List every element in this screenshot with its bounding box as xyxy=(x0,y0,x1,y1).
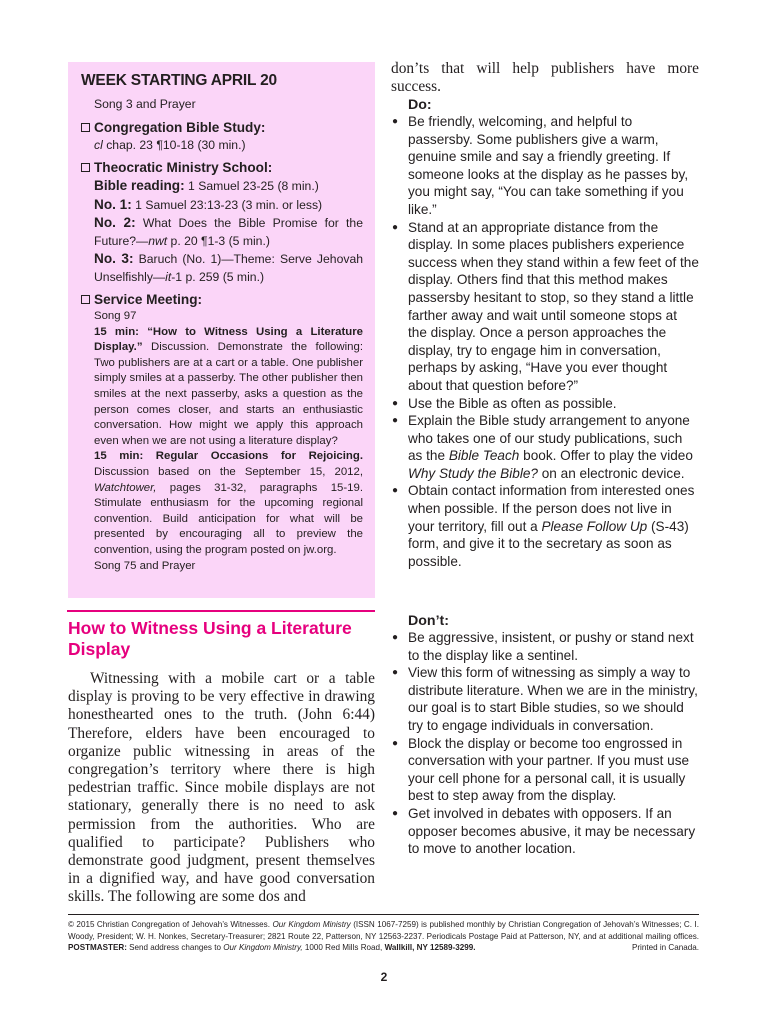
list-item: ● Stand at an appropriate distance from the display. In some places publishers experience success when they stand within a few feet of the display. Others find that this method makes passersby hesitant to stop, so they stand a little farther away and wait until someone stops at the display. Once a person approaches the display, try to engage him in conversation, perhaps by asking, “Have you ever thought about that question before?” xyxy=(392,219,699,393)
list-item: ● Get involved in debates with opposers. If an opposer becomes abusive, it may be necessary to move to another location. xyxy=(392,805,696,857)
bullet-icon: ● xyxy=(392,737,399,749)
bullet-icon: ● xyxy=(392,667,399,679)
article-intro-paragraph: Witnessing with a mobile cart or a table display is proving to be very effective in drawing honesthearted ones to the truth. (John 6:44) Therefore, elders have been encouraged to organize public witnessing in areas of the congregation’s territory where there is high pedestrian traffic. Since mobile displays are not stationary, generally there is no need to ask permission from the authorities. Who are qualified to participate? Publishers who demonstrate good judgment, present themselves in a dignified way, and have good conversation skills. The following are some dos and xyxy=(68,670,375,906)
service-song: Song 97 xyxy=(94,310,137,322)
do-heading: Do: xyxy=(408,97,432,113)
footer-rule xyxy=(68,914,699,915)
opening-song: Song 3 and Prayer xyxy=(94,97,196,111)
tms-no2: No. 2: What Does the Bible Promise for the Future?—nwt p. 20 ¶1-3 (5 min.) xyxy=(94,215,363,248)
article-intro-continuation: don’ts that will help publishers have more success. xyxy=(391,60,699,96)
dont-list xyxy=(391,629,699,858)
checkbox-icon xyxy=(81,295,90,304)
bullet-icon: ● xyxy=(392,397,399,409)
bullet-icon: ● xyxy=(392,221,399,233)
do-section xyxy=(391,97,699,570)
list-item: ● Be aggressive, insistent, or pushy or stand next to the display like a sentinel. xyxy=(392,630,694,663)
cbs-reference: cl chap. 23 ¶10-18 (30 min.) xyxy=(94,137,246,152)
list-item: ● Obtain contact information from interested ones when possible. If the person does not live in your territory, fill out a Please Follow Up (S-43) form, and give it to the secretary as soon as possible. xyxy=(392,483,695,569)
do-list xyxy=(391,113,699,570)
closing-song: Song 75 and Prayer xyxy=(94,559,196,572)
bullet-icon: ● xyxy=(392,415,399,427)
article-title: How to Witness Using a Literature Display xyxy=(68,618,352,659)
list-item: ● Block the display or become too engrossed in conversation with your partner. If you must use your cell phone for a personal call, it is usually best to step away from the display. xyxy=(392,735,690,804)
bullet-icon: ● xyxy=(392,116,399,127)
page-number: 2 xyxy=(380,970,388,984)
article-divider xyxy=(67,610,375,612)
checkbox-icon xyxy=(81,163,90,172)
tms-heading: Theocratic Ministry School: xyxy=(81,158,363,177)
list-item: ● Use the Bible as often as possible. xyxy=(392,395,617,411)
meeting-schedule-box xyxy=(68,62,375,598)
service-item-1: 15 min: “How to Witness Using a Literature Display.” Discussion. Demonstrate the following: Two publishers are at a cart or a table. One publisher simply smiles at a passerby. The other publisher then smiles at the next passerby, asks a question as the person comes closer, and starts an enthusiastic conversation. How might we apply this approach even when we are not using a literature display? xyxy=(94,325,363,447)
publication-footer: © 2015 Christian Congregation of Jehovah’s Witnesses. Our Kingdom Ministry (ISSN 1067-7259) is published monthly by Christian Congregation of Jehovah’s Witnesses; C. I. Woody, President; W. H. Nonkes, Secretary-Treasurer; 2821 Route 22, Patterson, NY 12563-2237. Periodicals Postage Paid at Patterson, NY, and at additional mailing offices. POSTMASTER: Send address changes to Our Kingdom Ministry, 1000 Red Mills Road, Wallkill, NY 12589-3299. Printed in Canada. xyxy=(68,920,699,952)
week-title: WEEK STARTING APRIL 20 xyxy=(81,72,277,89)
service-item-2: 15 min: Regular Occasions for Rejoicing. Discussion based on the September 15, 2012, Watchtower, pages 31-32, paragraphs 15-19. Stimulate enthusiasm for the upcoming regional convention. Build anticipation for what will be presented by encouraging all to preview the convention, using the program posted on jw.org. xyxy=(94,450,363,556)
list-item: ● View this form of witnessing as simply a way to distribute literature. When we are in the ministry, our goal is to start Bible studies, so we should try to engage individuals in conversation. xyxy=(392,665,698,733)
printed-in: Printed in Canada. xyxy=(631,943,699,952)
list-item: ● Be friendly, welcoming, and helpful to passersby. Some publishers give a warm, genuine smile and say a friendly greeting. If someone looks at the display as he passes by, you might say, “You can take something if you like.” xyxy=(392,114,689,217)
bullet-icon: ● xyxy=(392,632,399,643)
dont-heading: Don’t: xyxy=(408,613,449,629)
checkbox-icon xyxy=(81,123,90,132)
tms-bible-reading: Bible reading: 1 Samuel 23-25 (8 min.) xyxy=(94,178,319,193)
tms-no1: No. 1: 1 Samuel 23:13-23 (3 min. or less) xyxy=(94,196,323,212)
bullet-icon: ● xyxy=(392,485,399,497)
dont-section xyxy=(391,613,699,858)
cbs-heading: Congregation Bible Study: xyxy=(81,118,363,137)
list-item: ● Explain the Bible study arrangement to anyone who takes one of our study publications, such as the Bible Teach book. Offer to play the video Why Study the Bible? on an electronic device. xyxy=(392,413,693,481)
tms-no3: No. 3: Baruch (No. 1)—Theme: Serve Jehovah Unselfishly—it-1 p. 259 (5 min.) xyxy=(94,251,363,284)
service-meeting-heading: Service Meeting: xyxy=(81,290,363,309)
bullet-icon: ● xyxy=(392,807,399,819)
